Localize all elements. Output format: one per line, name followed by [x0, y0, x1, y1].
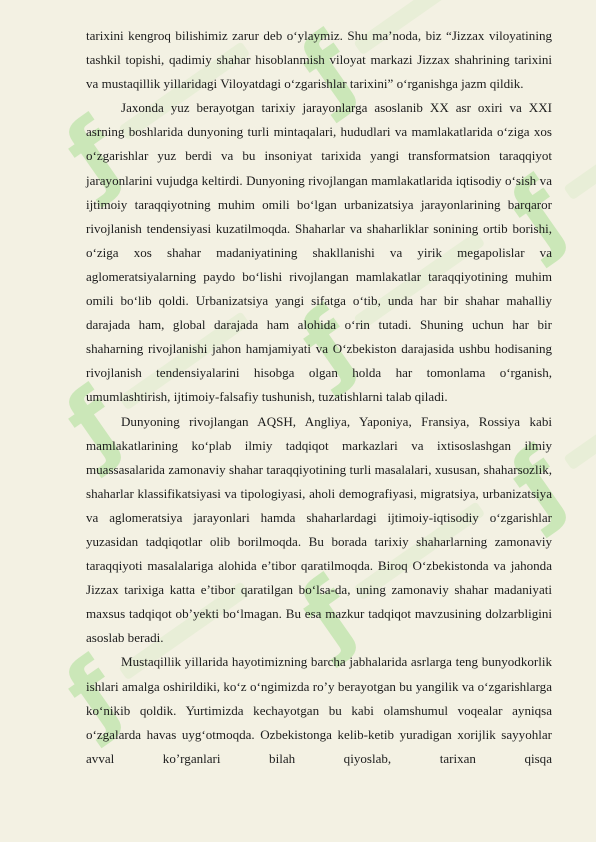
paragraph-1: tarixini kengroq bilishimiz zarur deb o‘ylaymiz. Shu ma’noda, biz “Jizzax viloyatining tashkil topishi, qadimiy shahar hisoblanmish viloyat markazi Jizzax shahrining tarixini va mustaqillik yillaridagi Viloyatdagi o‘zgarishlar tarixini” o‘rganishga jazm qildik.	[86, 28, 552, 92]
watermark-glyph: ƒ	[492, 429, 585, 539]
paragraph-3: Dunyoning rivojlangan AQSH, Angliya, Yaponiya, Fransiya, Rossiya kabi mamlakatlarining ko‘plab ilmiy tadqiqot markazlari va ixtisoslashgan ilmiy muassasalarida zamonaviy shahar taraqqiyotining turli masalalari, xususan, shaharsozlik, shaharlar klassifikatsiyasi va tipologiyasi, aholi demografiyasi, migratsiya, urbanizatsiya va aglomeratsiya jarayonlari hamda shaharlardagi ijtimoiy-iqtisodiy o‘zgarishlar yuzasidan tadqiqotlar olib borilmoqda. Bu borada tarixiy shaharlarning zamonaviy taraqqiyoti masalalariga alohida e’tibor qaratilmoqda. Biroq O‘zbekistonda va jahonda Jizzax tarixiga katta e’tibor qaratilgan bo‘lsa-da, uning zamonaviy shahar madaniyati maxsus tadqiqot ob’yekti bo‘lmagan. Bu esa mazkur tadqiqot mavzusining dolzarbligini asoslab beradi.	[86, 413, 552, 646]
document-body	[86, 24, 552, 771]
watermark-glyph: ƒ	[492, 159, 585, 269]
watermark-glyph: ƒ	[47, 99, 140, 209]
watermark-stripe	[563, 101, 596, 200]
watermark-glyph: ƒ	[282, 289, 375, 399]
paragraph-2: Jaxonda yuz berayotgan tarixiy jarayonlarga asoslanib XX asr oxiri va XXI asrning boshlarida dunyoning turli mintaqalari, hududlari va mamlakatlarida o‘ziga xos o‘zgarishlar yuz berdi va bu insoniyat tarixida yangi transformatsion taraqqiyot jarayonlarini vujudga keltirdi. Dunyoning rivojlangan mamlakatlarida iqtisodiy o‘sish va ijtimoiy taraqqiyotning muhim omili bo‘lgan urbanizatsiya jarayonlarining barqaror rivojlanish tendensiyasi kuzatilmoqda. Shaharlar va shaharliklar sonining ortib borishi, o‘ziga xos shahar madaniyatining shakllanishi va yirik megapolislar va aglomeratsiyalarning paydo bo‘lishi rivojlangan mamlakatlar taraqqiyotining muhim omili bo‘lib qoldi. Urbanizatsiya yangi sifatga o‘tib, unda har bir shahar mahalliy darajada ham, global darajada ham alohida o‘rin tutadi. Shuning uchun har bir shaharning rivojlanishi jahon hamjamiyati va O‘zbekiston darajasida ushbu hodisaning rivojlanish tendensiyalarini hisobga olgan holda har tomonlama o‘rganish, umumlashtirish, ijtimoiy-falsafiy tushunish, tuzatishlarni talab qiladi.	[86, 100, 552, 405]
watermark-glyph: ƒ	[47, 639, 140, 749]
watermark-glyph: ƒ	[282, 559, 375, 669]
watermark-glyph: ƒ	[282, 14, 375, 124]
watermark-glyph: ƒ	[47, 369, 140, 479]
watermark-stripe	[563, 371, 596, 470]
paragraph-4: Mustaqillik yillarida hayotimizning barcha jabhalarida asrlarga teng bunyodkorlik ishlari amalga oshirildiki, ko‘z o‘ngimizda ro’y berayotgan bu yangilik va o‘zgarishlarga ko‘nikib qoldik. Yurtimizda kechayotgan bu kabi olamshumul voqealar ayniqsa o‘zgalarda havas uyg‘otmoqda. Ozbekistonga kelib-ketib yuradigan xorijlik sayyohlar avval ko’rganlari bilah qiyoslab, tarixan qisqa	[86, 654, 552, 766]
